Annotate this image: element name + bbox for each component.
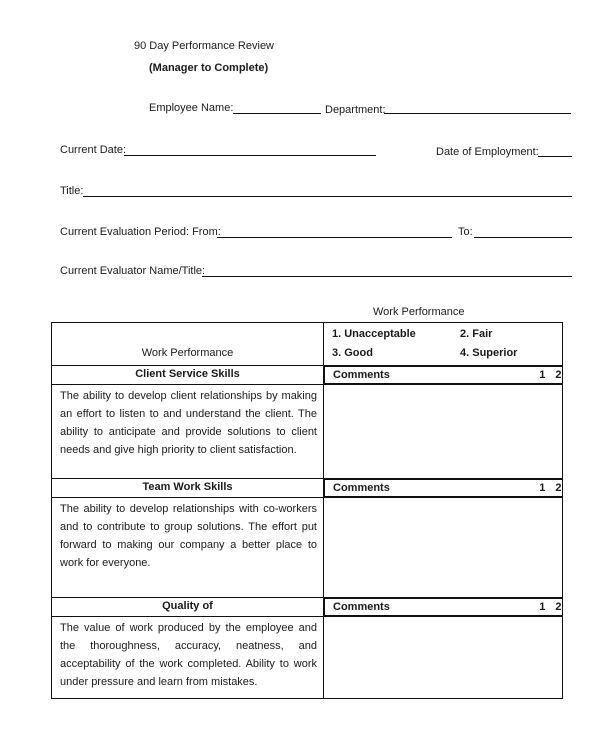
- section-description: The ability to develop relationships with co-workers and to contribute to group solutions. The effort put forward to making our company a better place to work for everyone.: [52, 498, 324, 598]
- comments-header: [324, 479, 563, 497]
- evaluation-from-field[interactable]: [217, 237, 452, 238]
- comments-box[interactable]: [324, 617, 563, 699]
- work-performance-header: Work Performance: [52, 323, 324, 366]
- employee-name-field[interactable]: [233, 113, 321, 114]
- comments-label: Comments: [333, 369, 390, 381]
- rating-3: 3. Good: [332, 347, 373, 359]
- form-title: 90 Day Performance Review: [134, 40, 275, 52]
- form-subtitle: (Manager to Complete): [149, 62, 269, 74]
- current-date-field[interactable]: [124, 155, 376, 156]
- department-label: Department:: [325, 104, 386, 116]
- section-description: The value of work produced by the employee and the thoroughness, accuracy, neatness, and acceptability of the work completed. Ability to work under pressure and learn from mistakes.: [52, 617, 324, 699]
- comments-box[interactable]: [324, 385, 563, 479]
- comments-label: Comments: [333, 601, 390, 613]
- rating-scale: 1 2: [539, 482, 562, 494]
- rating-4: 4. Superior: [460, 347, 518, 359]
- section-title-row: [52, 598, 563, 617]
- section-title-quality: Quality of: [52, 598, 324, 617]
- section-body-row: [52, 617, 563, 699]
- comments-header: [324, 366, 563, 384]
- performance-table: [51, 322, 563, 699]
- section-description: The ability to develop client relationships by making an effort to listen to and understand the client. The ability to anticipate and provide solutions to client needs and give high priority to client satisfaction.: [52, 385, 324, 479]
- comments-header: [324, 598, 563, 616]
- evaluation-to-field[interactable]: [474, 237, 572, 238]
- rating-scale: 1 2: [539, 369, 562, 381]
- section-title-row: [52, 366, 563, 385]
- evaluation-to-label: To:: [458, 226, 473, 238]
- rating-1: 1. Unacceptable: [332, 328, 416, 340]
- date-of-employment-label: Date of Employment:: [436, 146, 539, 158]
- table-caption: Work Performance: [373, 306, 465, 318]
- comments-label: Comments: [333, 482, 390, 494]
- evaluation-period-label: Current Evaluation Period: From:: [60, 226, 221, 238]
- rating-2: 2. Fair: [460, 328, 493, 340]
- table-header-row: [52, 323, 563, 366]
- department-field[interactable]: [384, 113, 571, 114]
- rating-scale: 1 2: [539, 601, 562, 613]
- employee-name-label: Employee Name:: [149, 102, 234, 114]
- section-body-row: [52, 498, 563, 598]
- comments-box[interactable]: [324, 498, 563, 598]
- evaluator-field[interactable]: [202, 276, 572, 277]
- section-body-row: [52, 385, 563, 479]
- title-field[interactable]: [83, 196, 572, 197]
- section-title-team-work: Team Work Skills: [52, 479, 324, 498]
- date-of-employment-field[interactable]: [538, 156, 572, 157]
- evaluator-label: Current Evaluator Name/Title:: [60, 265, 206, 277]
- section-title-client-service: Client Service Skills: [52, 366, 324, 385]
- rating-legend: [324, 323, 563, 366]
- current-date-label: Current Date:: [60, 144, 127, 156]
- title-label: Title:: [60, 185, 84, 197]
- section-title-row: [52, 479, 563, 498]
